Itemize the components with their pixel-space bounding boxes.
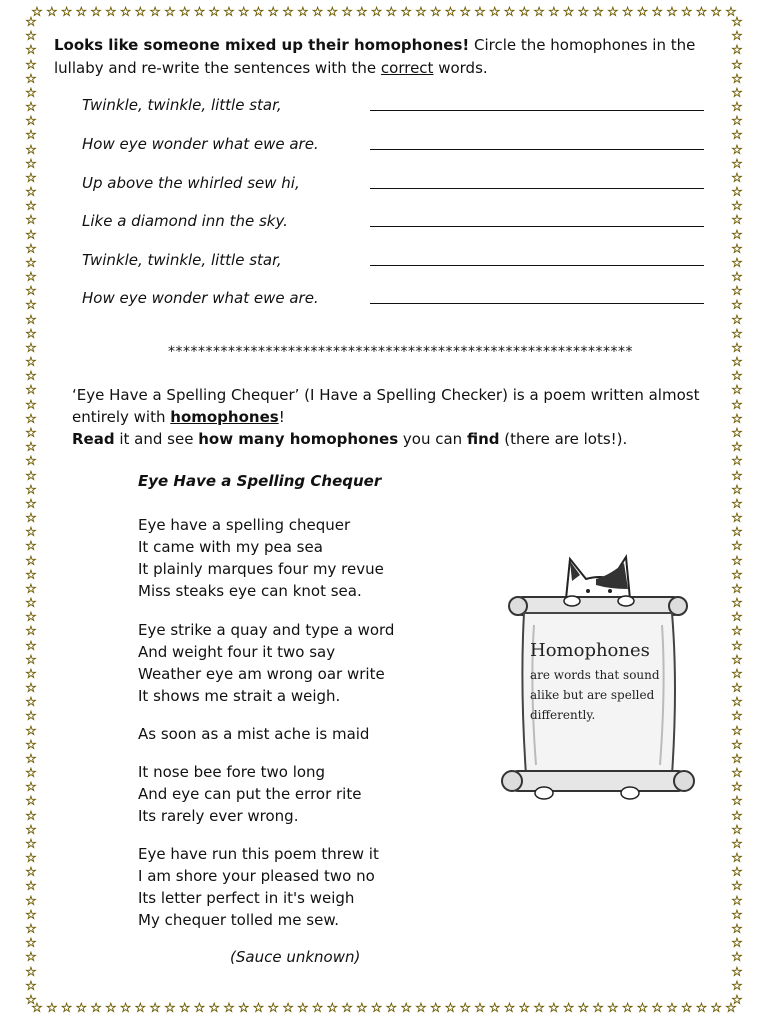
poem-line: And eye can put the error rite [138, 785, 362, 803]
poem-intro-text: you can [398, 430, 467, 448]
star-icon: ☆ [731, 922, 743, 937]
star-icon: ☆ [25, 326, 37, 342]
star-icon: ☆ [25, 397, 37, 413]
poem-line: Eye strike a quay and type a word [138, 621, 395, 639]
star-icon: ☆ [474, 6, 486, 20]
star-icon: ☆ [621, 1002, 634, 1016]
star-icon: ☆ [25, 270, 37, 286]
star-icon: ☆ [731, 16, 743, 30]
star-icon: ☆ [731, 71, 743, 87]
star-icon: ☆ [731, 397, 743, 413]
star-icon: ☆ [710, 6, 723, 20]
star-icon: ☆ [731, 128, 743, 144]
scroll-card-text [530, 640, 680, 725]
lullaby-row [82, 96, 707, 118]
star-icon: ☆ [731, 709, 743, 725]
star-icon: ☆ [725, 1002, 737, 1016]
star-icon: ☆ [25, 624, 37, 640]
star-icon: ☆ [415, 6, 427, 20]
star-icon: ☆ [208, 6, 221, 20]
poem-line: My chequer tolled me sew. [138, 911, 339, 929]
star-icon: ☆ [731, 383, 743, 399]
poem-quoted-title: ‘Eye Have a Spelling Chequer’ [72, 386, 300, 404]
star-icon: ☆ [731, 57, 743, 73]
star-icon: ☆ [488, 1002, 501, 1016]
poem-intro-text: (I Have a Spelling Checker) is a poem written almost entirely with [72, 386, 700, 426]
star-icon: ☆ [25, 751, 37, 767]
star-icon: ☆ [25, 879, 37, 895]
star-icon: ☆ [533, 6, 545, 20]
star-icon: ☆ [252, 6, 265, 20]
star-icon: ☆ [25, 100, 37, 116]
star-icon: ☆ [680, 6, 693, 20]
instructions-underlined-word: correct [380, 59, 434, 77]
star-icon: ☆ [731, 482, 743, 498]
star-icon: ☆ [25, 893, 37, 909]
star-icon: ☆ [731, 156, 743, 172]
star-icon: ☆ [731, 695, 743, 711]
star-icon: ☆ [666, 1002, 678, 1016]
star-icon: ☆ [429, 6, 442, 20]
star-icon: ☆ [400, 6, 412, 20]
star-icon: ☆ [731, 737, 743, 753]
star-icon: ☆ [208, 1002, 221, 1016]
star-icon: ☆ [31, 1002, 43, 1016]
star-icon: ☆ [164, 1002, 176, 1016]
read-keyword: Read [72, 430, 115, 448]
star-icon: ☆ [503, 6, 516, 20]
star-icon: ☆ [731, 326, 743, 342]
homophones-keyword: homophones [170, 408, 279, 426]
star-icon: ☆ [562, 6, 575, 20]
star-icon: ☆ [75, 6, 88, 20]
poem-intro-text: it and see [114, 430, 199, 448]
star-icon: ☆ [267, 1002, 280, 1016]
star-icon: ☆ [25, 482, 37, 498]
star-icon: ☆ [459, 6, 472, 20]
star-icon: ☆ [400, 1002, 412, 1016]
star-icon: ☆ [223, 6, 235, 20]
star-icon: ☆ [444, 1002, 457, 1016]
star-icon: ☆ [25, 114, 37, 130]
star-icon: ☆ [25, 638, 37, 654]
star-icon: ☆ [731, 100, 743, 116]
star-icon: ☆ [370, 6, 383, 20]
scroll-card-title: Homophones [530, 640, 650, 661]
instructions-heading: Looks like someone mixed up their homophones! [54, 36, 470, 54]
star-icon: ☆ [252, 1002, 265, 1016]
star-icon: ☆ [731, 851, 743, 867]
cat-icon [566, 557, 630, 600]
poem-title: Eye Have a Spelling Chequer [138, 472, 382, 490]
star-icon: ☆ [25, 610, 37, 626]
star-icon: ☆ [25, 440, 37, 456]
star-icon: ☆ [731, 978, 743, 994]
star-icon: ☆ [25, 822, 37, 838]
star-icon: ☆ [731, 199, 743, 215]
star-icon: ☆ [60, 1002, 73, 1016]
star-icon: ☆ [105, 1002, 117, 1016]
star-icon: ☆ [25, 298, 37, 314]
star-icon: ☆ [25, 766, 37, 782]
star-icon: ☆ [731, 213, 743, 229]
star-icon: ☆ [134, 1002, 147, 1016]
lullaby-line: Twinkle, twinkle, little star, [82, 251, 282, 269]
star-icon: ☆ [731, 369, 743, 385]
star-icon: ☆ [45, 6, 58, 20]
star-icon: ☆ [731, 794, 743, 810]
star-icon: ☆ [25, 695, 37, 711]
star-icon: ☆ [731, 29, 743, 45]
star-icon: ☆ [311, 1002, 324, 1016]
star-icon: ☆ [25, 553, 37, 569]
star-icon: ☆ [326, 6, 339, 20]
lullaby-line: Up above the whirled sew hi, [82, 174, 300, 192]
star-icon: ☆ [25, 128, 37, 144]
poem-source: (Sauce unknown) [230, 948, 361, 966]
star-icon: ☆ [592, 1002, 604, 1016]
star-icon: ☆ [731, 751, 743, 767]
star-icon: ☆ [296, 1002, 309, 1016]
lullaby-line: Like a diamond inn the sky. [82, 212, 288, 230]
star-icon: ☆ [731, 865, 743, 881]
star-icon: ☆ [178, 6, 191, 20]
star-icon: ☆ [533, 1002, 545, 1016]
star-icon: ☆ [731, 468, 743, 484]
star-icon: ☆ [25, 525, 37, 541]
poem-stanza [138, 514, 384, 602]
poem-intro-text: (there are lots!). [499, 430, 628, 448]
star-icon: ☆ [90, 1002, 102, 1016]
star-icon: ☆ [25, 681, 37, 697]
star-icon: ☆ [282, 6, 294, 20]
star-icon: ☆ [731, 553, 743, 569]
star-icon: ☆ [25, 29, 37, 45]
star-icon: ☆ [731, 681, 743, 697]
star-icon: ☆ [25, 468, 37, 484]
star-icon: ☆ [341, 6, 353, 20]
star-icon: ☆ [25, 57, 37, 73]
star-icon: ☆ [25, 496, 37, 512]
star-icon: ☆ [267, 6, 280, 20]
star-icon: ☆ [25, 922, 37, 937]
star-icon: ☆ [503, 1002, 516, 1016]
lullaby-row [82, 174, 707, 196]
star-icon: ☆ [149, 6, 161, 20]
star-icon: ☆ [25, 369, 37, 385]
star-icon: ☆ [710, 1002, 723, 1016]
star-icon: ☆ [31, 6, 43, 20]
star-icon: ☆ [651, 6, 663, 20]
star-icon: ☆ [25, 170, 37, 186]
poem-line: It plainly marques four my revue [138, 560, 384, 578]
star-icon: ☆ [25, 425, 37, 441]
star-icon: ☆ [636, 6, 649, 20]
star-icon: ☆ [731, 723, 743, 739]
star-icon: ☆ [178, 1002, 191, 1016]
star-icon: ☆ [731, 907, 743, 923]
poem-line: Eye have run this poem threw it [138, 845, 379, 863]
star-icon: ☆ [731, 525, 743, 541]
star-icon: ☆ [444, 6, 457, 20]
poem-line: It shows me strait a weigh. [138, 687, 341, 705]
star-icon: ☆ [25, 950, 37, 966]
lullaby-row [82, 251, 707, 273]
star-icon: ☆ [695, 6, 708, 20]
instructions-text-end: words. [433, 59, 488, 77]
lullaby-row [82, 289, 707, 311]
star-icon: ☆ [731, 950, 743, 966]
lullaby-line: Twinkle, twinkle, little star, [82, 96, 282, 114]
star-icon: ☆ [25, 227, 37, 243]
star-icon: ☆ [731, 440, 743, 456]
star-icon: ☆ [25, 156, 37, 172]
star-icon: ☆ [119, 1002, 132, 1016]
poem-line: As soon as a mist ache is maid [138, 725, 370, 743]
star-icon: ☆ [518, 1002, 531, 1016]
star-icon: ☆ [731, 766, 743, 782]
star-icon: ☆ [547, 1002, 560, 1016]
star-icon: ☆ [25, 71, 37, 87]
star-icon: ☆ [90, 6, 102, 20]
star-icon: ☆ [731, 454, 743, 470]
star-icon: ☆ [607, 6, 619, 20]
star-icon: ☆ [296, 6, 309, 20]
star-icon: ☆ [25, 596, 37, 612]
answer-line[interactable] [370, 188, 704, 189]
star-icon: ☆ [75, 1002, 88, 1016]
star-icon: ☆ [25, 936, 37, 952]
star-icon: ☆ [25, 808, 37, 824]
star-icon: ☆ [731, 185, 743, 201]
star-icon: ☆ [25, 284, 37, 300]
star-icon: ☆ [592, 6, 604, 20]
star-icon: ☆ [25, 964, 37, 980]
star-icon: ☆ [119, 6, 132, 20]
poem-line: It nose bee fore two long [138, 763, 326, 781]
poem-line: Its letter perfect in it's weigh [138, 889, 355, 907]
star-icon: ☆ [731, 298, 743, 314]
star-icon: ☆ [474, 1002, 486, 1016]
star-icon: ☆ [731, 992, 743, 1008]
lullaby-row [82, 212, 707, 234]
star-icon: ☆ [731, 114, 743, 130]
star-icon: ☆ [25, 851, 37, 867]
star-icon: ☆ [731, 496, 743, 512]
star-icon: ☆ [731, 780, 743, 796]
poem-line: Its rarely ever wrong. [138, 807, 299, 825]
star-icon: ☆ [725, 6, 737, 20]
star-icon: ☆ [45, 1002, 58, 1016]
poem-line: I am shore your pleased two no [138, 867, 375, 885]
star-icon: ☆ [25, 581, 37, 597]
answer-line[interactable] [370, 149, 704, 150]
how-many-keyword: how many homophones [198, 430, 399, 448]
star-icon: ☆ [25, 142, 37, 158]
star-icon: ☆ [695, 1002, 708, 1016]
star-icon: ☆ [25, 709, 37, 725]
star-icon: ☆ [25, 865, 37, 881]
poem-intro-text: ! [278, 408, 285, 426]
star-icon: ☆ [415, 1002, 427, 1016]
star-icon: ☆ [731, 411, 743, 427]
find-keyword: find [466, 430, 500, 448]
star-icon: ☆ [193, 1002, 206, 1016]
star-icon: ☆ [193, 6, 206, 20]
star-icon: ☆ [731, 340, 743, 356]
star-icon: ☆ [731, 227, 743, 243]
star-icon: ☆ [731, 241, 743, 257]
star-icon: ☆ [547, 6, 560, 20]
star-icon: ☆ [164, 6, 176, 20]
star-icon: ☆ [731, 255, 743, 271]
star-icon: ☆ [25, 85, 37, 101]
poem-intro [72, 384, 712, 450]
poem-line: And weight four it two say [138, 643, 336, 661]
star-icon: ☆ [25, 511, 37, 527]
star-icon: ☆ [731, 964, 743, 980]
star-icon: ☆ [731, 610, 743, 626]
star-icon: ☆ [356, 1002, 368, 1016]
star-icon: ☆ [25, 780, 37, 796]
star-icon: ☆ [25, 312, 37, 328]
star-icon: ☆ [370, 1002, 383, 1016]
star-icon: ☆ [25, 43, 37, 59]
star-icon: ☆ [731, 170, 743, 186]
star-icon: ☆ [459, 1002, 472, 1016]
instructions-text: Circle the homophones in the lullaby and re-write the sentences with the [54, 36, 696, 77]
poem-line: Eye have a spelling chequer [138, 516, 351, 534]
poem-stanza [138, 723, 369, 745]
star-icon: ☆ [731, 638, 743, 654]
star-icon: ☆ [25, 411, 37, 427]
star-icon: ☆ [731, 85, 743, 101]
star-icon: ☆ [680, 1002, 693, 1016]
poem-line: It came with my pea sea [138, 538, 323, 556]
star-icon: ☆ [429, 1002, 442, 1016]
star-icon: ☆ [731, 425, 743, 441]
star-icon: ☆ [731, 355, 743, 371]
poem-stanza [138, 619, 394, 707]
star-icon: ☆ [25, 340, 37, 356]
star-icon: ☆ [731, 270, 743, 286]
star-icon: ☆ [731, 43, 743, 59]
star-icon: ☆ [25, 907, 37, 923]
star-icon: ☆ [488, 6, 501, 20]
star-icon: ☆ [25, 185, 37, 201]
star-icon: ☆ [731, 284, 743, 300]
answer-line[interactable] [370, 265, 704, 266]
star-icon: ☆ [731, 893, 743, 909]
lullaby-row [82, 135, 707, 157]
star-icon: ☆ [25, 454, 37, 470]
star-icon: ☆ [25, 652, 37, 668]
answer-line[interactable] [370, 110, 704, 111]
star-icon: ☆ [621, 6, 634, 20]
star-icon: ☆ [149, 1002, 161, 1016]
star-icon: ☆ [666, 6, 678, 20]
instructions [54, 34, 718, 80]
star-icon: ☆ [731, 511, 743, 527]
section-divider: ************************************************************** [168, 344, 633, 360]
star-icon: ☆ [25, 794, 37, 810]
star-icon: ☆ [356, 6, 368, 20]
star-icon: ☆ [518, 6, 531, 20]
lullaby-line: How eye wonder what ewe are. [82, 135, 319, 153]
star-icon: ☆ [105, 6, 117, 20]
star-icon: ☆ [731, 808, 743, 824]
poem-stanza [138, 761, 361, 827]
star-icon: ☆ [25, 723, 37, 739]
star-icon: ☆ [237, 6, 250, 20]
star-icon: ☆ [731, 539, 743, 555]
star-icon: ☆ [25, 978, 37, 994]
star-icon: ☆ [731, 581, 743, 597]
scroll-card-body: are words that sound alike but are spelled differently. [530, 668, 660, 722]
star-icon: ☆ [25, 666, 37, 682]
star-icon: ☆ [25, 836, 37, 852]
star-icon: ☆ [25, 241, 37, 257]
star-icon: ☆ [25, 737, 37, 753]
star-icon: ☆ [25, 355, 37, 371]
star-icon: ☆ [731, 596, 743, 612]
star-icon: ☆ [341, 1002, 353, 1016]
star-icon: ☆ [731, 624, 743, 640]
star-icon: ☆ [731, 567, 743, 583]
star-icon: ☆ [326, 1002, 339, 1016]
star-icon: ☆ [636, 1002, 649, 1016]
lullaby-line: How eye wonder what ewe are. [82, 289, 319, 307]
poem-line: Weather eye am wrong oar write [138, 665, 385, 683]
star-icon: ☆ [731, 142, 743, 158]
answer-line[interactable] [370, 226, 704, 227]
star-icon: ☆ [237, 1002, 250, 1016]
star-icon: ☆ [385, 1002, 398, 1016]
star-icon: ☆ [731, 936, 743, 952]
star-icon: ☆ [577, 6, 590, 20]
star-icon: ☆ [223, 1002, 235, 1016]
star-icon: ☆ [25, 255, 37, 271]
star-icon: ☆ [651, 1002, 663, 1016]
poem-line: Miss steaks eye can knot sea. [138, 582, 362, 600]
star-icon: ☆ [731, 836, 743, 852]
star-icon: ☆ [25, 199, 37, 215]
star-icon: ☆ [25, 539, 37, 555]
star-icon: ☆ [60, 6, 73, 20]
star-icon: ☆ [311, 6, 324, 20]
star-icon: ☆ [731, 822, 743, 838]
star-icon: ☆ [731, 879, 743, 895]
star-icon: ☆ [134, 6, 147, 20]
star-icon: ☆ [25, 213, 37, 229]
star-icon: ☆ [731, 666, 743, 682]
star-icon: ☆ [562, 1002, 575, 1016]
poem-stanza [138, 843, 379, 931]
star-icon: ☆ [731, 312, 743, 328]
star-icon: ☆ [25, 383, 37, 399]
star-icon: ☆ [731, 652, 743, 668]
star-icon: ☆ [25, 567, 37, 583]
answer-line[interactable] [370, 303, 704, 304]
star-icon: ☆ [607, 1002, 619, 1016]
star-icon: ☆ [25, 16, 37, 30]
star-icon: ☆ [577, 1002, 590, 1016]
star-icon: ☆ [282, 1002, 294, 1016]
star-icon: ☆ [25, 992, 37, 1008]
star-icon: ☆ [385, 6, 398, 20]
